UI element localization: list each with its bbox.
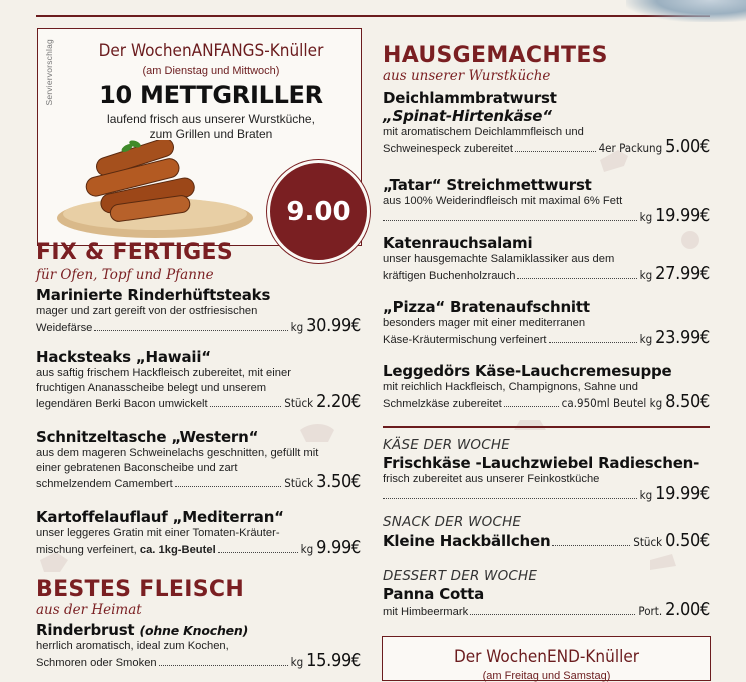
menu-item-frischkaese (383, 454, 710, 502)
menu-item-rinderbrust (36, 621, 361, 670)
item-name: Kartoffelauflauf „Mediterran“ (36, 508, 284, 526)
dotted-leader (517, 278, 636, 279)
item-price: 9.99€ (316, 536, 361, 558)
menu-item-tatar-streichmettwurst (383, 176, 710, 224)
label-snack-der-woche: SNACK DER WOCHE (383, 514, 522, 530)
divider (383, 426, 710, 428)
item-desc-line: Schmoren oder Smoken (36, 656, 157, 669)
item-desc-line: Käse-Kräutermischung verfeinert (383, 333, 547, 346)
section-subtitle-hausgemachtes: aus unserer Wurstküche (383, 68, 551, 84)
item-price: 15.99€ (306, 649, 361, 671)
section-title-bestes-fleisch: BESTES FLEISCH (36, 577, 245, 602)
dotted-leader (383, 498, 637, 499)
item-price: 2.20€ (316, 391, 361, 412)
weekend-subtitle: (am Freitag und Samstag) (482, 670, 611, 682)
item-name: „Pizza“ Bratenaufschnitt (383, 298, 590, 316)
item-price: 27.99€ (655, 262, 710, 284)
item-name: Marinierte Rinderhüftsteaks (36, 286, 271, 304)
item-desc-line: Schmelzkäse zubereitet (383, 397, 502, 410)
menu-item-kleine-hackbaellchen (383, 530, 710, 551)
item-price: 5.00€ (665, 135, 710, 157)
item-desc-line: Schweinespeck zubereitet (383, 142, 513, 155)
item-name: „Tatar“ Streichmettwurst (383, 176, 592, 194)
item-description (383, 472, 710, 502)
item-desc-line: kräftigen Buchenholzrauch (383, 269, 516, 282)
item-description (383, 194, 710, 224)
item-desc-bold: ca. 1kg-Beutel (139, 543, 216, 556)
item-name: Frischkäse -Lauchzwiebel Radieschen- (383, 454, 700, 472)
promo-desc-line: laufend frisch aus unserer Wurstküche, (107, 112, 315, 126)
dotted-leader (549, 342, 637, 343)
item-price: 19.99€ (655, 482, 710, 504)
item-name: Katenrauchsalami (383, 234, 533, 252)
serving-suggestion-note: Serviervorschlag (44, 39, 54, 106)
item-desc-line: schmelzendem Camembert (36, 478, 173, 490)
item-price-line (383, 482, 710, 504)
promo-subtitle: (am Dienstag und Mittwoch) (142, 65, 280, 77)
section-subtitle-fix-fertiges: für Ofen, Topf und Pfanne (36, 267, 214, 283)
item-name: Deichlammbratwurst (383, 89, 557, 107)
dotted-leader (504, 406, 559, 407)
promo-title: Der WochenANFANGS-Knüller (98, 41, 324, 61)
item-unit: kg (290, 319, 304, 334)
item-unit: 4er Packung (598, 140, 663, 155)
item-desc-line (36, 543, 216, 558)
item-description (36, 366, 361, 412)
dotted-leader (175, 486, 281, 487)
section-title-hausgemachtes: HAUSGEMACHTES (383, 43, 608, 68)
item-name: Kleine Hackbällchen (383, 532, 551, 550)
promo-description (66, 112, 356, 142)
item-price: 3.50€ (316, 471, 361, 492)
item-price: 8.50€ (665, 390, 710, 412)
item-unit: Stück (284, 476, 314, 490)
item-price: 19.99€ (655, 204, 710, 226)
top-rule (36, 15, 710, 17)
item-desc-line: mit reichlich Hackfleisch, Champignons, Sahne und (383, 381, 638, 393)
promo-headline: 10 METTGRILLER (99, 81, 323, 109)
item-name: Hacksteaks „Hawaii“ (36, 348, 211, 366)
item-price-line (383, 390, 710, 412)
weekend-title: Der WochenEND-Knüller (453, 647, 640, 667)
dotted-leader (210, 406, 282, 407)
menu-item-schnitzeltasche-western (36, 428, 361, 492)
dotted-leader (552, 545, 630, 546)
item-desc-line: mit Himbeermark (383, 606, 469, 618)
item-name: Panna Cotta (383, 585, 484, 603)
item-price-line (36, 391, 361, 412)
item-name-sub: (ohne Knochen) (139, 623, 249, 638)
item-description (36, 446, 361, 492)
item-desc-line: aus 100% Weiderindfleisch mit maximal 6% Fett (383, 195, 623, 207)
item-name: Leggedörs Käse-Lauchcremesuppe (383, 362, 672, 380)
item-price-line (36, 649, 361, 671)
item-unit: kg (300, 541, 314, 556)
item-price-line (383, 262, 710, 284)
dotted-leader (218, 552, 298, 553)
item-desc-line: frisch zubereitet aus unserer Feinkostküche (383, 473, 600, 485)
menu-item-deichlammbratwurst (383, 89, 710, 156)
item-description (383, 125, 710, 156)
menu-item-rinderhueftsteaks (36, 286, 361, 335)
item-price-line (383, 599, 710, 620)
item-desc-line: aus saftig frischem Hackfleisch zubereitet, mit einer (36, 367, 291, 379)
item-unit: kg (639, 209, 653, 224)
item-desc-line: mager und zart gereift von der ostfriesischen (36, 305, 258, 317)
item-price-line (383, 326, 710, 348)
item-price-line (383, 135, 710, 157)
item-name: Schnitzeltasche „Western“ (36, 428, 259, 446)
item-desc-line: legendären Berki Bacon umwickelt (36, 398, 208, 410)
section-title-fix-fertiges: FIX & FERTIGES (36, 240, 234, 265)
dotted-leader (470, 614, 635, 615)
item-desc-line: unser hausgemachte Salamiklassiker aus dem (383, 253, 615, 265)
dotted-leader (94, 330, 287, 331)
item-unit: Stück (633, 535, 663, 549)
label-kaese-der-woche: KÄSE DER WOCHE (383, 437, 510, 453)
item-description (383, 599, 710, 620)
item-unit: Port. (638, 604, 663, 618)
item-desc-line: besonders mager mit einer mediterranen (383, 317, 586, 329)
menu-item-kaese-lauchcremesuppe (383, 362, 710, 411)
corner-photo (626, 0, 746, 22)
item-price-line (383, 204, 710, 226)
menu-item-panna-cotta (383, 585, 710, 620)
item-description (36, 639, 361, 670)
item-price: 23.99€ (655, 326, 710, 348)
sausage-image (55, 140, 265, 240)
menu-item-hacksteaks-hawaii (36, 348, 361, 412)
item-desc-text: mischung verfeinert, (36, 543, 137, 556)
item-desc-line: unser leggeres Gratin mit einer Tomaten-Kräuter- (36, 527, 280, 539)
item-unit: kg (639, 487, 653, 502)
item-price-line (36, 536, 361, 558)
item-desc-line: fruchtigen Ananasscheibe belegt und unserem (36, 381, 267, 394)
item-price: 2.00€ (665, 599, 710, 620)
menu-item-pizza-bratenaufschnitt (383, 298, 710, 347)
item-unit: kg (639, 331, 653, 346)
item-description (383, 380, 710, 411)
menu-item-kartoffelauflauf (36, 508, 361, 557)
menu-item-katenrauchsalami (383, 234, 710, 283)
item-unit: Stück (284, 396, 314, 410)
promo-desc-line: zum Grillen und Braten (149, 127, 273, 141)
dotted-leader (383, 220, 637, 221)
item-price-line (36, 471, 361, 492)
item-description (383, 252, 710, 283)
item-name (36, 621, 361, 639)
section-subtitle-bestes-fleisch: aus der Heimat (36, 602, 142, 618)
item-price-line (36, 314, 361, 336)
item-unit: kg (290, 654, 304, 669)
weekend-deal-box (382, 636, 711, 681)
item-unit: kg (639, 267, 653, 282)
item-price: 30.99€ (306, 314, 361, 336)
item-description (383, 316, 710, 347)
item-name-text: Rinderbrust (36, 621, 135, 639)
item-desc-line: herrlich aromatisch, ideal zum Kochen, (36, 640, 229, 652)
item-desc-line: aus dem mageren Schweinelachs geschnitten, gefüllt mit (36, 447, 319, 459)
dotted-leader (159, 665, 288, 666)
item-description (36, 526, 361, 557)
item-desc-line: mit aromatischem Deichlammfleisch und (383, 126, 584, 138)
item-desc-line: Weidefärse (36, 321, 93, 334)
item-description (36, 304, 361, 335)
label-dessert-der-woche: DESSERT DER WOCHE (383, 568, 538, 584)
item-name-line2: „Spinat-Hirtenkäse“ (383, 107, 552, 125)
promo-price-badge: 9.00 (267, 160, 370, 263)
item-desc-line: einer gebratenen Baconscheibe und zart (36, 461, 238, 474)
item-unit: ca.950ml Beutel kg (561, 395, 663, 410)
dotted-leader (515, 151, 596, 152)
item-price: 0.50€ (665, 530, 710, 551)
